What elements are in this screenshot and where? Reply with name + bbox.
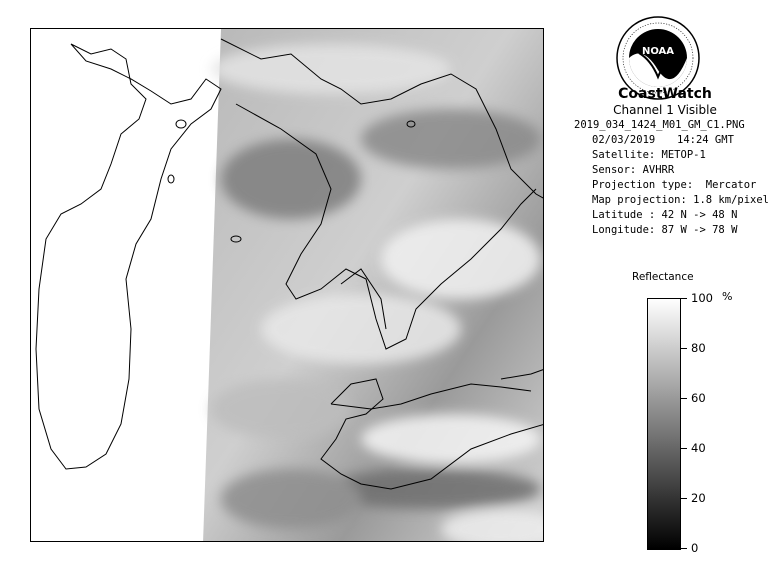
time-label: 14:24 GMT — [677, 134, 734, 146]
colorbar-tick-label-40: 40 — [691, 441, 706, 455]
colorbar-tick-label-100: 100 — [691, 291, 713, 305]
colorbar-tick-label-60: 60 — [691, 391, 706, 405]
map-canvas — [31, 29, 544, 542]
colorbar-tick — [681, 548, 687, 549]
reflectance-colorbar — [647, 298, 681, 550]
colorbar-title: Reflectance — [632, 271, 694, 283]
colorbar-tick — [681, 398, 687, 399]
longitude-label: Longitude: 87 W -> 78 W — [592, 224, 738, 236]
colorbar-unit: % — [722, 290, 733, 303]
map-projection-label: Map projection: 1.8 km/pixel — [592, 194, 770, 206]
brand-title: CoastWatch — [618, 86, 712, 102]
colorbar-tick — [681, 348, 687, 349]
projection-type-label: Projection type: Mercator — [592, 179, 757, 191]
sensor-label: Sensor: AVHRR — [592, 164, 675, 176]
satellite-label: Satellite: METOP-1 — [592, 149, 706, 161]
colorbar-tick — [681, 298, 687, 299]
colorbar-tick-label-20: 20 — [691, 491, 706, 505]
latitude-label: Latitude : 42 N -> 48 N — [592, 209, 738, 221]
channel-subtitle: Channel 1 Visible — [613, 103, 717, 117]
logo-lettering: NOAA — [641, 46, 675, 57]
filename-label: 2019_034_1424_M01_GM_C1.PNG — [574, 119, 745, 131]
satellite-map — [30, 28, 544, 542]
satellite-swath — [203, 29, 544, 542]
colorbar-tick — [681, 448, 687, 449]
colorbar-tick-label-80: 80 — [691, 341, 706, 355]
colorbar-tick — [681, 498, 687, 499]
colorbar-tick-label-0: 0 — [691, 541, 699, 555]
date-label: 02/03/2019 — [592, 134, 656, 146]
